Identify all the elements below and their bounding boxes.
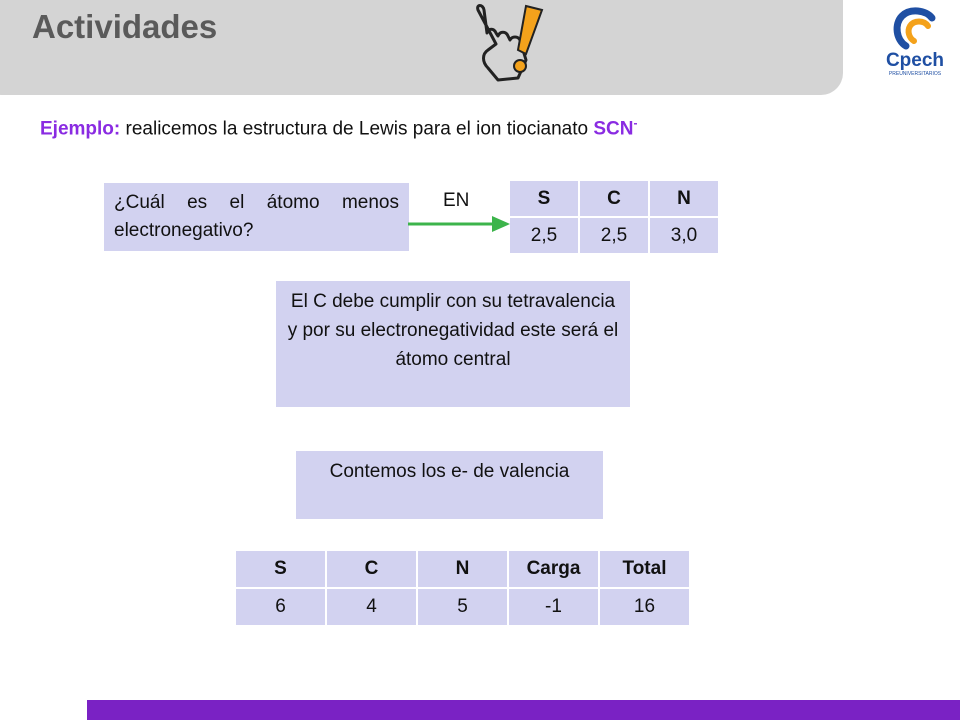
svg-text:PREUNIVERSITARIOS: PREUNIVERSITARIOS xyxy=(888,71,942,77)
valence-electrons-table xyxy=(234,549,691,627)
question-box xyxy=(104,183,409,251)
table-row xyxy=(236,589,689,625)
header-cell: S xyxy=(510,181,578,216)
page-title: Actividades xyxy=(32,8,218,45)
arrow-label: EN xyxy=(443,190,470,211)
ion-charge: - xyxy=(633,116,638,130)
value-cell: 2,5 xyxy=(580,218,648,253)
svg-text:Cpech: Cpech xyxy=(885,50,945,71)
header-cell: N xyxy=(418,551,507,587)
value-cell: -1 xyxy=(509,589,598,625)
header-cell: N xyxy=(650,181,718,216)
example-text: realicemos la estructura de Lewis para el ion tiocianato xyxy=(120,118,594,140)
valence-box: Contemos los e- de valencia xyxy=(296,451,603,519)
value-cell: 5 xyxy=(418,589,507,625)
question-line-2: electronegativo? xyxy=(114,220,254,241)
header-cell: Carga xyxy=(509,551,598,587)
example-sentence xyxy=(40,116,638,140)
value-cell: 3,0 xyxy=(650,218,718,253)
right-arrow-icon xyxy=(406,212,512,236)
table-row xyxy=(510,218,718,253)
question-line-1: ¿Cuál es el átomo menos xyxy=(114,192,399,213)
value-cell: 16 xyxy=(600,589,689,625)
pointing-hand-icon xyxy=(468,0,548,90)
value-cell: 6 xyxy=(236,589,325,625)
header-cell: C xyxy=(580,181,648,216)
electronegativity-table xyxy=(508,179,720,255)
table-header-row xyxy=(510,181,718,216)
table-header-row xyxy=(236,551,689,587)
header-cell: S xyxy=(236,551,325,587)
value-cell: 2,5 xyxy=(510,218,578,253)
central-atom-box: El C debe cumplir con su tetravalencia y por su electronegatividad este será el átomo central xyxy=(276,281,630,407)
cpech-logo xyxy=(880,6,950,78)
ion-formula: SCN xyxy=(593,118,634,140)
header-cell: Total xyxy=(600,551,689,587)
example-label: Ejemplo: xyxy=(40,118,121,140)
bottom-accent-bar xyxy=(87,700,960,720)
header-cell: C xyxy=(327,551,416,587)
value-cell: 4 xyxy=(327,589,416,625)
